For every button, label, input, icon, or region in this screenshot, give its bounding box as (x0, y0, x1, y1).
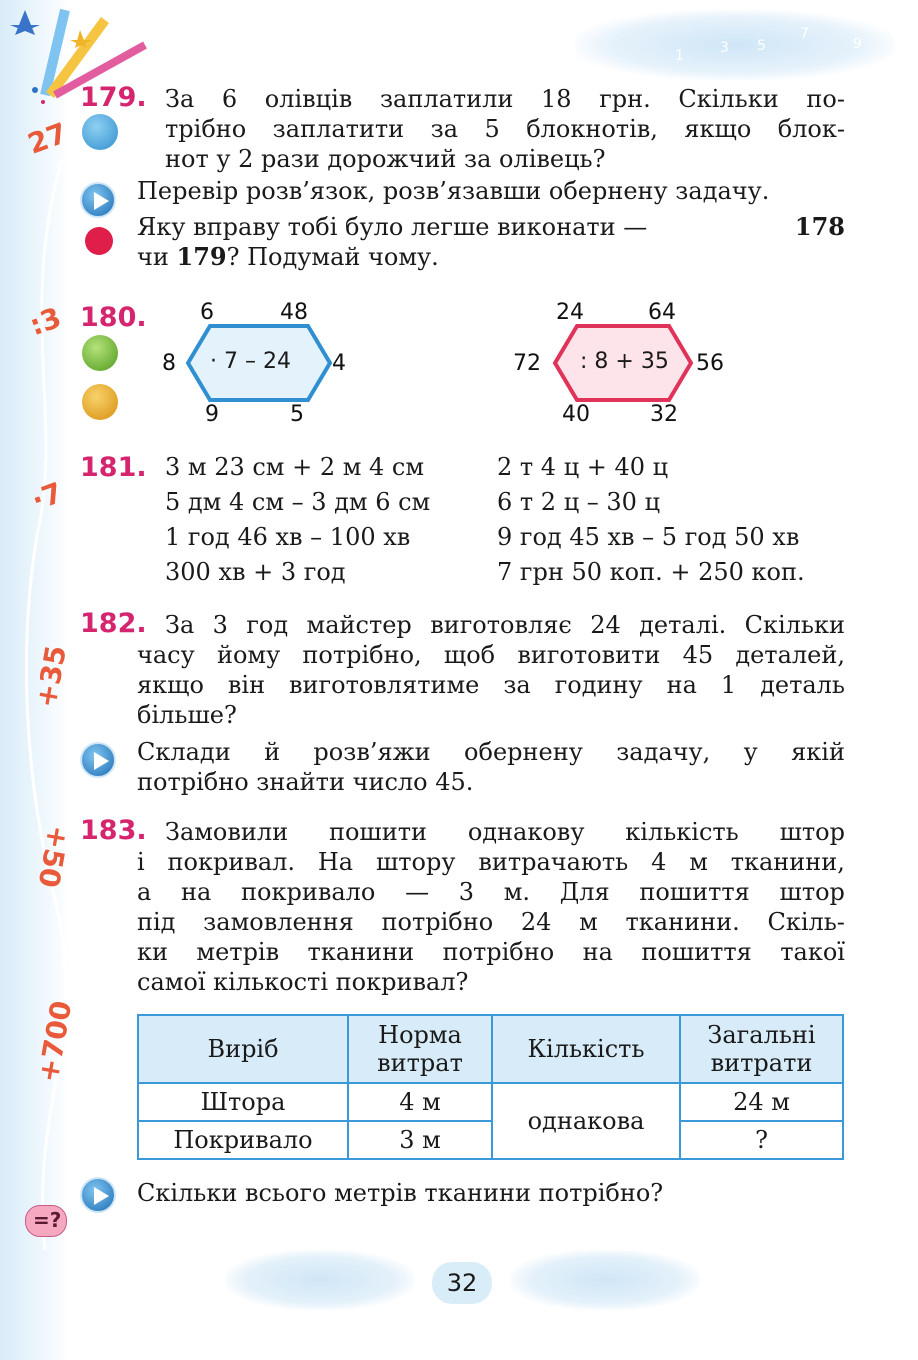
margin-label-mul7: ·7 (27, 475, 67, 518)
text-line: більше? (137, 701, 237, 729)
cloud-digit: 5 (757, 38, 766, 54)
question-line (137, 212, 845, 242)
problem-181-number: 181. (80, 452, 147, 483)
table-cell: однакова (492, 1083, 680, 1159)
margin-label-plus50: +50 (31, 822, 75, 891)
text-line: самої кількості покривал? (137, 968, 469, 996)
play-hint-icon (80, 742, 116, 778)
table-header-row (138, 1015, 843, 1083)
expression: 300 хв + 3 год (165, 558, 346, 586)
puzzle-icon (82, 114, 118, 150)
table-header: Норма витрат (348, 1015, 492, 1083)
table-cell: ? (680, 1121, 843, 1159)
arrow-up-icon (82, 335, 118, 371)
footer-cloud-left (225, 1250, 415, 1310)
table-cell: 3 м (348, 1121, 492, 1159)
problem-182-text (137, 610, 845, 730)
table-cell: 24 м (680, 1083, 843, 1121)
hint-line: потрібно знайти число 45. (137, 768, 474, 796)
text-line: часу йому потрібно, щоб виготовити 45 деталей, (137, 641, 845, 669)
header-cloud-decoration (575, 10, 895, 80)
expression: 5 дм 4 см – 3 дм 6 см (165, 488, 431, 516)
table-cell: Штора (138, 1083, 348, 1121)
text-line: нот у 2 рази дорожчий за олівець? (165, 145, 606, 173)
red-dot-icon (85, 227, 113, 255)
question-badge-icon (25, 1205, 67, 1237)
table-row (138, 1083, 843, 1121)
expression: 3 м 23 см + 2 м 4 см (165, 453, 425, 481)
hex2-bottom-right: 32 (650, 402, 678, 427)
problem-179-number: 179. (80, 82, 147, 113)
question-badge-text: =? (33, 1208, 62, 1232)
puzzle-icon (82, 384, 118, 420)
expression: 9 год 45 хв – 5 год 50 хв (497, 523, 800, 551)
expression: 7 грн 50 коп. + 250 коп. (497, 558, 805, 586)
expression: 1 год 46 хв – 100 хв (165, 523, 411, 551)
hex1-top-left: 6 (200, 300, 214, 325)
problem-179-hint (137, 176, 845, 206)
text-line: За 3 год майстер виготовляє 24 деталі. Скільки (165, 611, 845, 639)
problem-182-hint (137, 737, 845, 797)
question-text: ? Подумай чому. (226, 243, 439, 271)
text-line: якщо він виготовлятиме за годину на 1 деталь (137, 671, 845, 699)
hex2-bottom-left: 40 (562, 402, 590, 427)
text-line: під замовлення потрібно 24 м тканини. Скіль- (137, 908, 845, 936)
cloud-digit: 7 (800, 26, 809, 42)
hex2-top-left: 24 (556, 300, 584, 325)
table-row (138, 1121, 843, 1159)
cloud-digit: 3 (720, 40, 729, 56)
problem-182-number: 182. (80, 608, 147, 639)
question-line (137, 242, 845, 272)
hex1-bottom-left: 9 (205, 402, 219, 427)
problem-180-number: 180. (80, 302, 147, 333)
margin-label-plus35: +35 (29, 642, 73, 711)
table-header: Загальні витрати (680, 1015, 843, 1083)
margin-label-27: 27 (23, 116, 72, 161)
cloud-digit: 9 (853, 36, 862, 52)
hexagon-2-expression: : 8 + 35 (580, 349, 669, 374)
hint-text: Перевір розв’язок, розв’язавши обернену задачу. (137, 177, 770, 205)
play-hint-icon (80, 1177, 116, 1213)
text-line: ки метрів тканини потрібно на пошиття такої (137, 938, 845, 966)
problem-183-hint (137, 1178, 845, 1208)
hex1-top-right: 48 (280, 300, 308, 325)
problem-183-text (137, 817, 845, 997)
table-cell: Покривало (138, 1121, 348, 1159)
table-header: Виріб (138, 1015, 348, 1083)
margin-label-div3: :3 (25, 300, 66, 343)
hex1-left: 8 (162, 351, 176, 376)
text-line: Замовили пошити однакову кількість штор (165, 818, 845, 846)
margin-label-plus700: +700 (31, 998, 79, 1085)
text-line: і покривал. На штору витрачають 4 м тканини, (137, 848, 845, 876)
question-bold-178: 178 (794, 212, 845, 241)
question-text: Яку вправу тобі було легше виконати — (137, 213, 648, 241)
question-bold-179: 179 (176, 242, 227, 271)
hint-text: Скільки всього метрів тканини потрібно? (137, 1179, 664, 1207)
hint-line: Склади й розв’яжи обернену задачу, у якій (137, 738, 845, 766)
data-table (137, 1014, 844, 1160)
text-line: а на покривало — 3 м. Для пошиття штор (137, 878, 845, 906)
hex1-bottom-right: 5 (290, 402, 304, 427)
text-line: трібно заплатити за 5 блокнотів, якщо блок- (165, 115, 845, 143)
hex2-top-right: 64 (648, 300, 676, 325)
page-number: 32 (432, 1262, 492, 1304)
problem-183-number: 183. (80, 815, 147, 846)
expression: 6 т 2 ц – 30 ц (497, 488, 660, 516)
question-text: чи (137, 243, 169, 271)
hexagon-1-expression: · 7 – 24 (210, 349, 291, 374)
play-hint-icon (80, 182, 116, 218)
expression: 2 т 4 ц + 40 ц (497, 453, 669, 481)
hex2-left: 72 (513, 351, 541, 376)
table-cell: 4 м (348, 1083, 492, 1121)
text-line: За 6 олівців заплатили 18 грн. Скільки по- (165, 85, 845, 113)
cloud-digit: 1 (675, 48, 684, 64)
problem-179-question (137, 212, 845, 272)
table-header: Кількість (492, 1015, 680, 1083)
hex1-right: 4 (332, 351, 346, 376)
footer-cloud-right (510, 1250, 700, 1310)
problem-179-text (165, 84, 845, 174)
hex2-right: 56 (696, 351, 724, 376)
